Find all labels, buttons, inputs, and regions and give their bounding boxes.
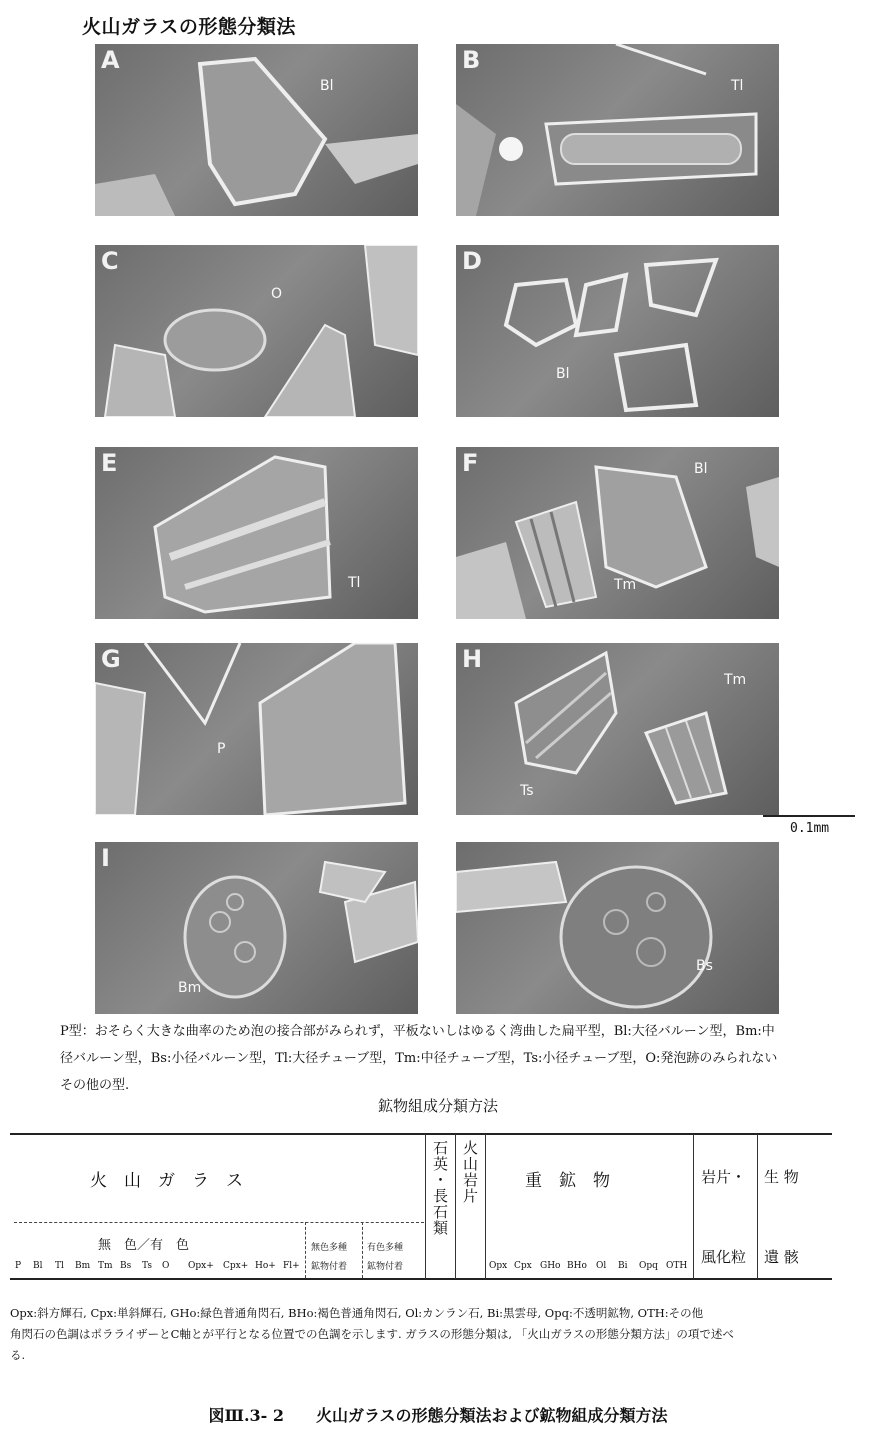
micrograph-panel-a <box>95 44 418 216</box>
panel-a-graphic <box>95 44 418 216</box>
glass-code-o: O <box>162 1261 170 1271</box>
micrograph-panel-c <box>95 245 418 417</box>
colorless-colored-header: 無 色／有 色 <box>98 1238 190 1253</box>
rock-fragments-header-bottom: 風化粒 <box>701 1248 747 1266</box>
table-bottom-rule <box>10 1278 832 1280</box>
scale-bar <box>763 815 855 817</box>
note-line: る. <box>10 1348 26 1362</box>
glass-code-opx-plus: Opx+ <box>188 1261 214 1271</box>
panel-h-tag-2: Ts <box>520 783 534 799</box>
caption-line: P型：おそらく大きな曲率のため泡の接合部がみられず，平板ないしはゆるく湾曲した扁平型，Bl:大径バルーン型，Bm:中 <box>60 1024 775 1039</box>
abbreviation-notes <box>10 1303 870 1366</box>
glass-code-p: P <box>15 1261 22 1271</box>
bio-remains-header-bottom: 遺 骸 <box>764 1248 799 1266</box>
colored-multi-line1: 有色多種 <box>367 1243 404 1253</box>
heavy-code-cpx: Cpx <box>514 1261 532 1271</box>
micrograph-panel-e <box>95 447 418 619</box>
section-title: 鉱物組成分類方法 <box>377 1097 498 1115</box>
panel-c-letter: C <box>101 247 119 275</box>
panel-d-letter: D <box>462 247 482 275</box>
glass-code-bm: Bm <box>75 1261 91 1271</box>
panel-b-letter: B <box>462 46 481 74</box>
colorless-multi-line2: 鉱物付着 <box>311 1262 348 1272</box>
panel-e-tag: Tl <box>348 575 361 591</box>
table-divider <box>757 1134 758 1279</box>
volcanic-glass-header: 火 山 ガ ラ ス <box>90 1171 243 1191</box>
panel-f-letter: F <box>462 449 479 477</box>
panel-c-tag: O <box>271 286 283 302</box>
heavy-code-bi: Bi <box>618 1261 628 1271</box>
volcanic-fragments-header: 火山岩片 <box>461 1140 479 1204</box>
panel-d-tag: Bl <box>556 366 570 382</box>
panel-b-tag: Tl <box>731 78 744 94</box>
rock-fragments-header-top: 岩片・ <box>701 1168 747 1186</box>
table-divider <box>455 1134 456 1279</box>
panel-b-graphic <box>456 44 779 216</box>
micrograph-panel-j <box>456 842 779 1014</box>
caption-line: 径バルーン型，Bs:小径バルーン型，Tl:大径チューブ型，Tm:中径チューブ型，Ts:小径チューブ型，O:発泡跡のみられない <box>60 1051 778 1066</box>
note-line: 角閃石の色調はポラライザーとC軸とが平行となる位置での色調を示します. ガラスの形態分類は, 「火山ガラスの形態分類方法」の項で述べ <box>10 1327 734 1341</box>
figure-title: 火山ガラスの形態分類法 <box>82 16 296 38</box>
panel-f-tag-2: Tm <box>614 577 637 593</box>
heavy-code-opq: Opq <box>639 1261 658 1271</box>
table-divider <box>693 1134 694 1279</box>
table-divider <box>425 1134 426 1279</box>
glass-code-fl-plus: Fl+ <box>283 1261 300 1271</box>
caption-line: その他の型. <box>60 1078 130 1093</box>
glass-code-ts: Ts <box>142 1261 152 1271</box>
heavy-minerals-header: 重 鉱 物 <box>525 1171 610 1191</box>
quartz-feldspar-header: 石英・長石類 <box>431 1140 449 1236</box>
panel-e-graphic <box>95 447 418 619</box>
heavy-code-oth: OTH <box>666 1261 688 1271</box>
panel-a-tag: Bl <box>320 78 334 94</box>
micrograph-panel-d <box>456 245 779 417</box>
heavy-code-ol: Ol <box>596 1261 607 1271</box>
glass-code-tl: Tl <box>55 1261 64 1271</box>
micrograph-panel-g <box>95 643 418 815</box>
morphology-caption <box>60 1018 872 1099</box>
micrograph-panel-f <box>456 447 779 619</box>
panel-j-tag: Bs <box>696 958 713 974</box>
panel-i-graphic <box>95 842 418 1014</box>
panel-h-letter: H <box>462 645 483 673</box>
micrograph-panel-i <box>95 842 418 1014</box>
heavy-code-opx: Opx <box>489 1261 508 1271</box>
panel-h-graphic <box>456 643 779 815</box>
panel-g-tag: P <box>217 741 226 757</box>
panel-i-letter: I <box>101 844 110 872</box>
panel-d-graphic <box>456 245 779 417</box>
micrograph-panel-b <box>456 44 779 216</box>
glass-code-bs: Bs <box>120 1261 132 1271</box>
figure-caption: 図Ⅲ.3- 2 火山ガラスの形態分類法および鉱物組成分類方法 <box>208 1406 668 1425</box>
colorless-multi-line1: 無色多種 <box>311 1243 348 1253</box>
scale-bar-label: 0.1mm <box>790 821 830 836</box>
glass-divider-dashed <box>362 1222 363 1278</box>
glass-code-cpx-plus: Cpx+ <box>223 1261 249 1271</box>
bio-remains-header-top: 生 物 <box>764 1168 799 1186</box>
colored-multi-line2: 鉱物付着 <box>367 1262 404 1272</box>
micrograph-panel-h <box>456 643 779 815</box>
note-line: Opx:斜方輝石, Cpx:単斜輝石, GHo:緑色普通角閃石, BHo:褐色普通角閃石, Ol:カンラン石, Bi:黒雲母, Opq:不透明鉱物, OTH:その他 <box>10 1306 704 1320</box>
glass-divider-dashed <box>305 1222 306 1278</box>
panel-h-tag: Tm <box>724 672 747 688</box>
glass-code-ho-plus: Ho+ <box>255 1261 276 1271</box>
glass-code-tm: Tm <box>98 1261 113 1271</box>
heavy-code-bho: BHo <box>567 1261 587 1271</box>
panel-a-letter: A <box>101 46 120 74</box>
panel-e-letter: E <box>101 449 118 477</box>
panel-j-graphic <box>456 842 779 1014</box>
panel-i-tag: Bm <box>178 980 202 996</box>
panel-c-graphic <box>95 245 418 417</box>
panel-f-tag: Bl <box>694 461 708 477</box>
panel-g-letter: G <box>101 645 121 673</box>
panel-f-graphic <box>456 447 779 619</box>
heavy-code-gho: GHo <box>540 1261 561 1271</box>
table-top-rule <box>10 1133 832 1135</box>
table-divider <box>485 1134 486 1279</box>
panel-g-graphic <box>95 643 418 815</box>
glass-code-bl: Bl <box>33 1261 43 1271</box>
